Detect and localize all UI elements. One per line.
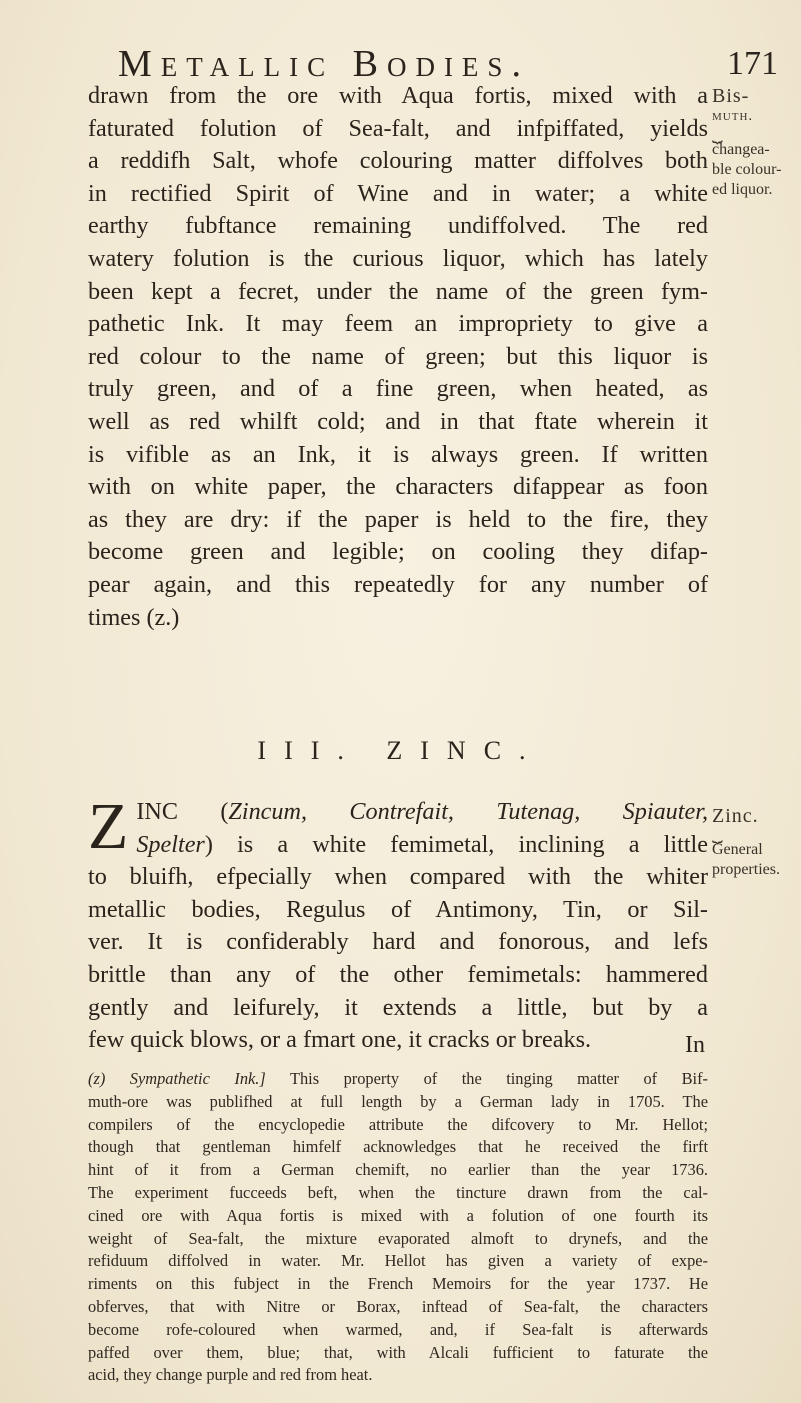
- text-line: faturated folution of Sea-falt, and infpiffated, yields: [88, 114, 708, 142]
- footnote-line: though that gentleman himfelf acknowledges that he received the firft: [88, 1137, 708, 1157]
- text-line: red colour to the name of green; but this liquor is: [88, 342, 708, 370]
- text-line: as they are dry: if the paper is held to the fire, they: [88, 505, 708, 533]
- text-line: to bluifh, efpecially when compared with the whiter: [88, 863, 708, 891]
- footnote-line: acid, they change purple and red from heat.: [88, 1365, 373, 1385]
- text-line: [88, 829, 708, 862]
- text-line: a reddifh Salt, whofe colouring matter diffolves both: [88, 147, 708, 175]
- text-line: become green and legible; on cooling they difap-: [88, 538, 708, 566]
- marginal-head: Bis-: [712, 85, 750, 107]
- footnote-line: become rofe-coloured when warmed, and, if Sea-falt is afterwards: [88, 1319, 708, 1339]
- text-line: watery folution is the curious liquor, which has lately: [88, 244, 708, 272]
- footnote-line: [88, 1068, 708, 1091]
- text-line: gently and leifurely, it extends a little, but by a: [88, 993, 708, 1021]
- marginal-sub: properties.: [712, 861, 780, 878]
- catchword: In: [685, 1032, 705, 1058]
- page-number: 171: [727, 45, 778, 82]
- text-line: [88, 796, 708, 829]
- text-line: earthy fubftance remaining undiffolved. The red: [88, 212, 708, 240]
- text-run: INC (: [136, 798, 229, 825]
- text-line: truly green, and of a fine green, when heated, as: [88, 375, 708, 403]
- marginal-note-bismuth: [712, 86, 792, 200]
- text-line: drawn from the ore with Aqua fortis, mixed with a: [88, 82, 708, 109]
- marginal-sub: General: [712, 841, 763, 858]
- text-line: pathetic Ink. It may feem an impropriety to give a: [88, 310, 708, 338]
- marginal-head: Zinc.: [712, 805, 759, 827]
- marginal-sub: ed liquor.: [712, 181, 773, 198]
- text-line: with on white paper, the characters difappear as foon: [88, 473, 708, 501]
- brace-mark: ⏟: [712, 123, 723, 143]
- footnote-line: The experiment fucceeds beft, when the tincture drawn from the cal-: [88, 1182, 708, 1202]
- footnote-line: paffed over them, blue; that, with Alcali fufficient to faturate the: [88, 1342, 708, 1362]
- zinc-paragraph: [88, 790, 708, 1057]
- text-line: well as red whilft cold; and in that ftate wherein it: [88, 407, 708, 435]
- footnote-line: riments on this fubject in the French Memoirs for the year 1737. He: [88, 1274, 708, 1294]
- footnote-line: cined ore with Aqua fortis is mixed with a folution of one fourth its: [88, 1205, 708, 1225]
- section-heading: III. ZINC.: [257, 736, 544, 765]
- footnote: [88, 1068, 708, 1387]
- synonym-italic: Spelter: [136, 830, 205, 858]
- text-line: few quick blows, or a fmart one, it cracks or breaks.: [88, 1026, 592, 1054]
- text-line: brittle than any of the other femimetals: hammered: [88, 960, 708, 988]
- footnote-line: refiduum diffolved in water. Mr. Hellot has given a variety of expe-: [88, 1251, 708, 1271]
- text-run: ) is a white femimetal, inclining a little: [204, 830, 708, 858]
- marginal-sub: ble colour-: [712, 161, 782, 178]
- footnote-line: weight of Sea-falt, the mixture evaporated almoft to drynefs, and the: [88, 1228, 708, 1248]
- text-line: metallic bodies, Regulus of Antimony, Tin, or Sil-: [88, 895, 708, 923]
- text-line: ver. It is confiderably hard and fonorous, and lefs: [88, 928, 708, 956]
- running-title: Metallic Bodies.: [118, 43, 530, 85]
- footnote-title: Sympathetic Ink.]: [129, 1069, 266, 1088]
- footnote-line: muth-ore was publifhed at full length by a German lady in 1705. The: [88, 1091, 708, 1111]
- body-text: [88, 80, 708, 634]
- synonyms-italic: Zincum, Contrefait, Tutenag, Spiauter,: [228, 798, 708, 825]
- footnote-line: compilers of the encyclopedie attribute the difcovery to Mr. Hellot;: [88, 1114, 708, 1134]
- text-line: in rectified Spirit of Wine and in water; a white: [88, 179, 708, 207]
- footnote-line: hint of it from a German chemift, no earlier than the year 1736.: [88, 1160, 708, 1180]
- footnote-label: (z): [88, 1069, 106, 1088]
- footnote-line: obferves, that with Nitre or Borax, inftead of Sea-falt, the characters: [88, 1296, 708, 1316]
- text-line: been kept a fecret, under the name of the green fym-: [88, 277, 708, 305]
- text-run: This property of the tinging matter of Bif-: [289, 1069, 708, 1088]
- text-line: times (z.): [88, 603, 180, 631]
- brace-mark: ⏟: [712, 823, 723, 843]
- marginal-sub: changea-: [712, 141, 770, 158]
- drop-cap: Z: [88, 790, 129, 863]
- text-line: is vifible as an Ink, it is always green. If written: [88, 440, 708, 468]
- marginal-note-zinc: [712, 806, 800, 880]
- text-line: pear again, and this repeatedly for any number of: [88, 570, 708, 598]
- marginal-head: muth.: [712, 108, 754, 124]
